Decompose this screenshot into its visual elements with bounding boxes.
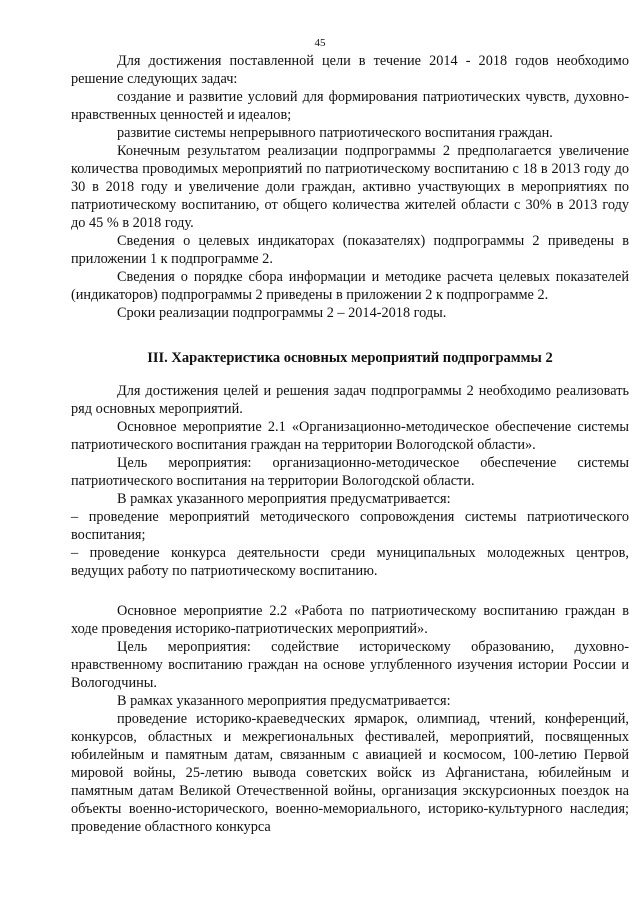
paragraph-measure-2-1: Основное мероприятие 2.1 «Организационно-методическое обеспечение системы патриотического воспитания граждан на территории Вологодской области». xyxy=(71,419,629,453)
paragraph-indicators: Сведения о целевых индикаторах (показателях) подпрограммы 2 приведены в приложении 1 к подпрограмме 2. xyxy=(71,233,629,267)
list-item-dash-1: – проведение мероприятий методического сопровождения системы патриотического воспитания; xyxy=(71,509,629,543)
paragraph-measure-2-2-activities: проведение историко-краеведческих ярмарок, олимпиад, чтений, конференций, конкурсов, областных и межрегиональных фестивалей, мероприятий, посвященных юбилейным и памятным датам, связанным с авиацией и космосом, 100-летию Первой мировой войны, 25-летию вывода советских войск из Афганистана, юбилейным и памятным датам Великой Отечественной войны, организация экскурсионных поездок на объекты военно-исторического, военно-мемориального, историко-культурного наследия; проведение областного конкурса xyxy=(71,711,629,835)
list-item-dash-2: – проведение конкурса деятельности среди муниципальных молодежных центров, ведущих работу по патриотическому воспитанию. xyxy=(71,545,629,579)
paragraph-goal-intro: Для достижения поставленной цели в течение 2014 - 2018 годов необходимо решение следующих задач: xyxy=(71,53,629,87)
document-body xyxy=(71,52,629,836)
paragraph-methodology: Сведения о порядке сбора информации и методике расчета целевых показателей (индикаторов) подпрограммы 2 приведены в приложении 2 к подпрограмме 2. xyxy=(71,269,629,303)
page-number: 45 xyxy=(314,37,326,49)
paragraph-task-1: создание и развитие условий для формирования патриотических чувств, духовно-нравственных ценностей и идеалов; xyxy=(71,89,629,123)
paragraph-measure-2-2-goal: Цель мероприятия: содействие историческому образованию, духовно-нравственному воспитанию граждан на основе углубленного изучения истории России и Вологодчины. xyxy=(71,639,629,691)
paragraph-timeline: Сроки реализации подпрограммы 2 – 2014-2018 годы. xyxy=(117,305,447,321)
paragraph-final-result: Конечным результатом реализации подпрограммы 2 предполагается увеличение количества проводимых мероприятий по патриотическому воспитанию с 18 в 2013 году до 30 в 2018 году и увеличение доли граждан, активно участвующих в мероприятиях по патриотическому воспитанию, от общего количества жителей области с 30% в 2013 году до 45 % в 2018 году. xyxy=(71,143,629,231)
paragraph-measure-2-2: Основное мероприятие 2.2 «Работа по патриотическому воспитанию граждан в ходе проведения историко-патриотических мероприятий». xyxy=(71,603,629,637)
paragraph-measure-2-1-goal: Цель мероприятия: организационно-методическое обеспечение системы патриотического воспитания на территории Вологодской области. xyxy=(71,455,629,489)
section-heading: III. Характеристика основных мероприятий подпрограммы 2 xyxy=(147,350,553,366)
paragraph-measure-2-1-provides: В рамках указанного мероприятия предусматривается: xyxy=(117,491,451,507)
paragraph-task-2: развитие системы непрерывного патриотического воспитания граждан. xyxy=(117,125,553,141)
paragraph-section-intro: Для достижения целей и решения задач подпрограммы 2 необходимо реализовать ряд основных мероприятий. xyxy=(71,383,629,417)
paragraph-measure-2-2-provides: В рамках указанного мероприятия предусматривается: xyxy=(117,693,451,709)
